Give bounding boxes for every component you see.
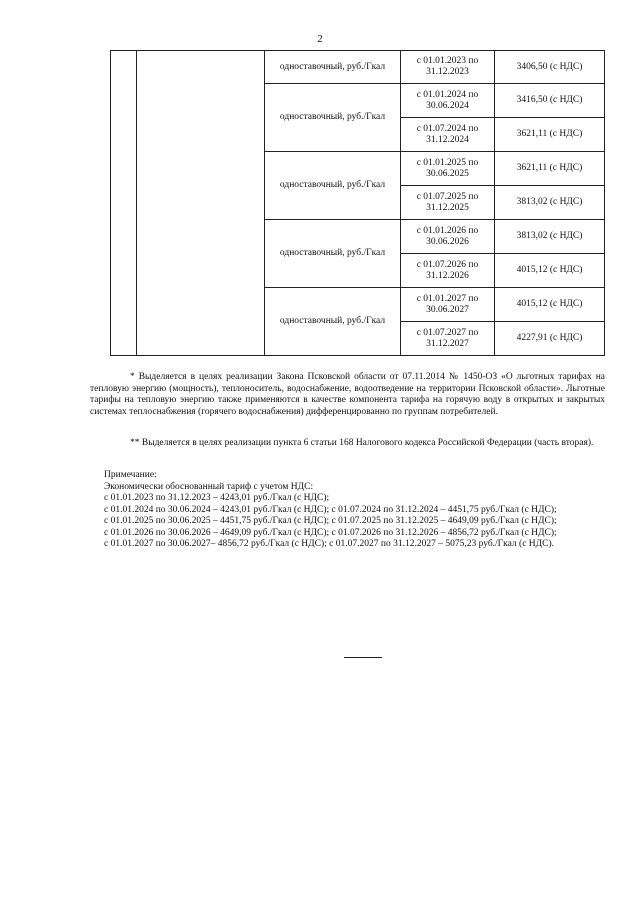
- value-cell: 3621,11 (с НДС): [495, 118, 605, 152]
- value-cell: 3406,50 (с НДС): [495, 51, 605, 84]
- value-cell: 3813,02 (с НДС): [495, 220, 605, 254]
- period-cell: с 01.07.2027 по 31.12.2027: [401, 322, 495, 356]
- remark-line: с 01.01.2023 по 31.12.2023 – 4243,01 руб./Гкал (с НДС);: [104, 493, 330, 503]
- remark-line: с 01.01.2025 по 30.06.2025 – 4451,75 руб./Гкал (с НДС); с 01.07.2025 по 31.12.2025 – 4649,09 руб./Гкал (с НДС);: [104, 516, 557, 526]
- tariff-type-cell: одноставочный, руб./Гкал: [265, 220, 401, 288]
- remark-block: [90, 470, 605, 551]
- blank-cell: [111, 51, 137, 356]
- period-cell: с 01.01.2023 по 31.12.2023: [401, 51, 495, 84]
- value-cell: 3621,11 (с НДС): [495, 152, 605, 186]
- period-cell: с 01.01.2027 по 30.06.2027: [401, 288, 495, 322]
- remark-title: Примечание:: [104, 470, 157, 480]
- footnote-1: [90, 372, 605, 418]
- tariff-type-cell: одноставочный, руб./Гкал: [265, 51, 401, 84]
- page-number: 2: [317, 33, 323, 45]
- period-cell: с 01.07.2024 по 31.12.2024: [401, 118, 495, 152]
- tariff-type-cell: одноставочный, руб./Гкал: [265, 152, 401, 220]
- value-cell: 4015,12 (с НДС): [495, 254, 605, 288]
- value-cell: 3416,50 (с НДС): [495, 84, 605, 118]
- blank-cell: [137, 51, 265, 356]
- end-divider: [344, 657, 382, 658]
- remark-line: с 01.01.2024 по 30.06.2024 – 4243,01 руб./Гкал (с НДС); с 01.07.2024 по 31.12.2024 – 4451,75 руб./Гкал (с НДС);: [104, 504, 557, 515]
- period-cell: с 01.01.2024 по 30.06.2024: [401, 84, 495, 118]
- tariff-type-cell: одноставочный, руб./Гкал: [265, 288, 401, 356]
- value-cell: 4015,12 (с НДС): [495, 288, 605, 322]
- tariff-type-cell: одноставочный, руб./Гкал: [265, 84, 401, 152]
- period-cell: с 01.01.2025 по 30.06.2025: [401, 152, 495, 186]
- tariff-table: [110, 50, 605, 356]
- remark-subtitle: Экономически обоснованный тариф с учетом НДС:: [104, 481, 314, 492]
- remark-line: с 01.01.2026 по 30.06.2026 – 4649,09 руб./Гкал (с НДС); с 01.07.2026 по 31.12.2026 – 4856,72 руб./Гкал (с НДС);: [104, 527, 557, 538]
- value-cell: 3813,02 (с НДС): [495, 186, 605, 220]
- footnote-1-text: * Выделяется в целях реализации Закона Псковской области от 07.11.2014 № 1450-ОЗ «О льготных тарифах на тепловую энергию (мощность), теплоноситель, водоснабжение, водоотведение на территории Псковской области». Льготные тарифы на тепловую энергию также применяются в качестве компонента тарифа на горячую воду в открытых и закрытых системах теплоснабжения (горячего водоснабжения) дифференцированно по группам потребителей.: [90, 372, 605, 417]
- footnote-2-text: ** Выделяется в целях реализации пункта 6 статьи 168 Налогового кодекса Российской Федерации (часть вторая).: [130, 438, 594, 448]
- footnote-2: [90, 438, 605, 450]
- value-cell: 4227,91 (с НДС): [495, 322, 605, 356]
- period-cell: с 01.07.2026 по 31.12.2026: [401, 254, 495, 288]
- remark-line: с 01.01.2027 по 30.06.2027– 4856,72 руб./Гкал (с НДС); с 01.07.2027 по 31.12.2027 – 5075,23 руб./Гкал (с НДС).: [104, 539, 555, 549]
- period-cell: с 01.01.2026 по 30.06.2026: [401, 220, 495, 254]
- period-cell: с 01.07.2025 по 31.12.2025: [401, 186, 495, 220]
- table-row: [111, 51, 605, 84]
